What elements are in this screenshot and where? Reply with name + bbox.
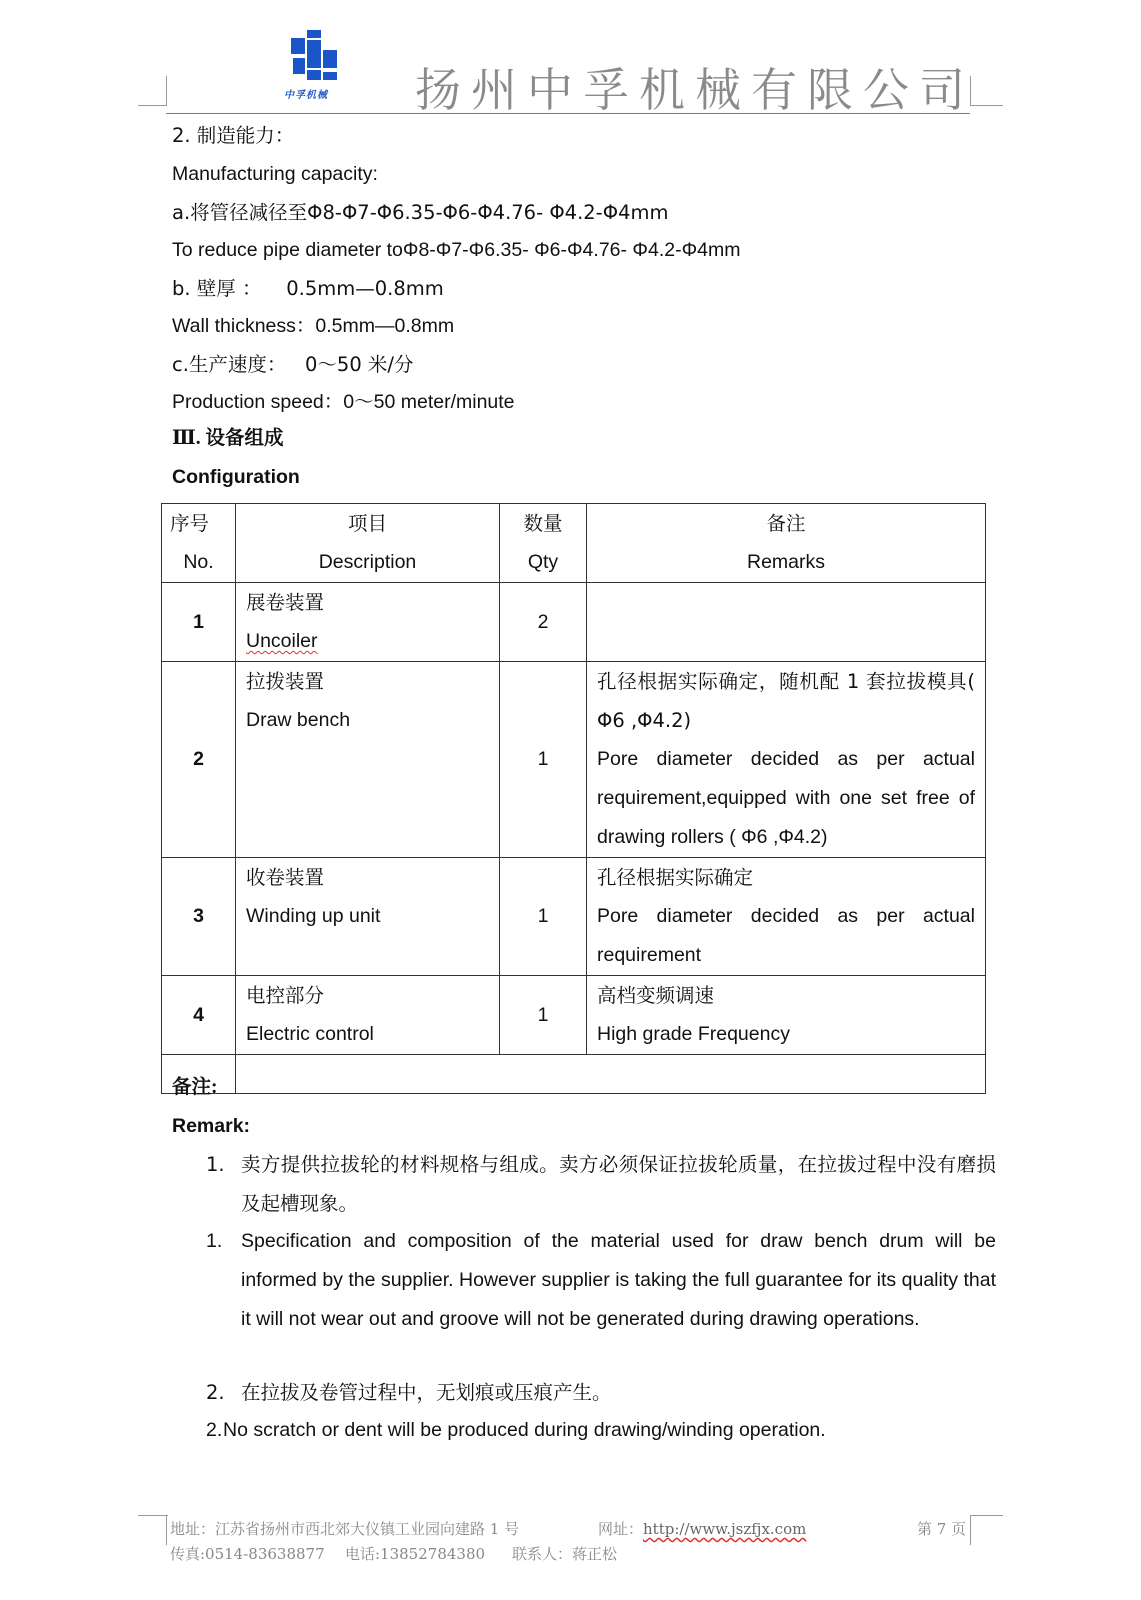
capacity-a-cn: a.将管径减径至Φ8-Φ7-Φ6.35-Φ6-Φ4.76- Φ4.2-Φ4mm — [172, 201, 669, 224]
footer-website-label: 网址： — [598, 1520, 644, 1538]
header-no-en: No. — [183, 551, 214, 573]
table-row — [162, 858, 986, 976]
logo-caption: 中孚机械 — [284, 90, 328, 101]
capacity-c-en: Production speed：0～50 meter/minute — [172, 391, 515, 413]
row-desc-cn: 收卷装置 — [246, 866, 325, 889]
header-remarks — [587, 504, 986, 583]
row-desc-en: Electric control — [246, 1023, 374, 1045]
remarks-heading-cn: 备注: — [172, 1077, 218, 1098]
footer-crop-right-h — [970, 1515, 1003, 1516]
row-desc-en: Uncoiler — [246, 630, 318, 652]
row-desc — [236, 583, 500, 662]
row-desc — [236, 858, 500, 976]
header-no — [162, 504, 236, 583]
remark-text: 卖方提供拉拔轮的材料规格与组成。卖方必须保证拉拔轮质量，在拉拔过程中没有磨损及起槽现象。 — [241, 1153, 996, 1215]
row-remark — [587, 583, 986, 662]
row-no: 2 — [162, 662, 236, 858]
row-no: 1 — [162, 583, 236, 662]
row-remark-cn: 孔径根据实际确定 — [597, 866, 754, 889]
row-no: 3 — [162, 858, 236, 976]
table-row — [162, 976, 986, 1055]
row-qty: 2 — [500, 583, 587, 662]
row-desc-cn: 拉拨装置 — [246, 670, 325, 693]
capacity-b-en: Wall thickness：0.5mm—0.8mm — [172, 315, 455, 337]
capacity-c-cn: c.生产速度： 0～50 米/分 — [172, 353, 414, 376]
row-remark-en: Pore diameter decided as per actual requirement — [597, 905, 975, 966]
row-no: 4 — [162, 976, 236, 1055]
remark-number: 1. — [206, 1230, 223, 1252]
row-remark — [587, 662, 986, 858]
remark-number: 2. — [206, 1419, 223, 1441]
row-remark-cn: 孔径根据实际确定，随机配 1 套拉拔模具( Φ6 ,Φ4.2) — [597, 670, 975, 732]
row-desc — [236, 976, 500, 1055]
remark-number: 2. — [206, 1381, 225, 1404]
remark-item — [206, 1411, 996, 1450]
table-row — [162, 662, 986, 858]
remarks-heading-en: Remark: — [172, 1115, 251, 1137]
header-desc-en: Description — [318, 551, 417, 573]
section2-heading-cn: 2. 制造能力： — [172, 124, 295, 147]
footer-crop-left-h — [138, 1515, 168, 1516]
remark-item — [206, 1145, 996, 1223]
table-header-row — [162, 504, 986, 583]
header-qty-en: Qty — [527, 551, 559, 573]
footer-website-link[interactable]: http://www.jszfjx.com — [643, 1520, 807, 1538]
header-qty-cn: 数量 — [523, 512, 563, 535]
crop-mark-left — [166, 76, 167, 106]
header-remarks-cn: 备注 — [766, 512, 806, 535]
configuration-table — [161, 503, 986, 1094]
remark-text: No scratch or dent will be produced during drawing/winding operation. — [223, 1419, 826, 1441]
section3-heading-cn: Ⅲ. 设备组成 — [172, 428, 284, 449]
company-name: 扬州中孚机械有限公司 — [415, 63, 975, 117]
row-remark-en: High grade Frequency — [597, 1023, 790, 1045]
header-desc — [236, 504, 500, 583]
row-desc-en: Winding up unit — [246, 905, 381, 927]
row-qty: 1 — [500, 662, 587, 858]
table-row — [162, 583, 986, 662]
capacity-a-en: To reduce pipe diameter toΦ8-Φ7-Φ6.35- Φ6-Φ4.76- Φ4.2-Φ4mm — [172, 239, 741, 261]
row-desc-en: Draw bench — [246, 709, 351, 731]
footer-fax: 传真:0514-83638877 — [170, 1545, 325, 1563]
header-no-cn: 序号 — [170, 512, 210, 535]
crop-mark-left-h — [138, 105, 167, 106]
row-qty: 1 — [500, 858, 587, 976]
footer-page-number: 第 7 页 — [917, 1520, 967, 1538]
footer-crop-right — [970, 1515, 971, 1545]
row-remark-en: Pore diameter decided as per actual requirement,equipped with one set free of drawing rollers ( Φ6 ,Φ4.2) — [597, 748, 975, 848]
empty-cell — [236, 1055, 986, 1094]
row-desc — [236, 662, 500, 858]
row-desc-cn: 展卷装置 — [246, 591, 325, 614]
footer-phone: 电话:13852784380 — [345, 1545, 486, 1563]
row-remark — [587, 858, 986, 976]
capacity-b-cn: b. 壁厚 ： 0.5mm—0.8mm — [172, 277, 444, 300]
footer-address: 地址：江苏省扬州市西北郊大仪镇工业园向建路 1 号 — [170, 1520, 520, 1538]
section2-heading-en: Manufacturing capacity: — [172, 163, 378, 185]
remark-number: 1. — [206, 1153, 225, 1176]
row-remark — [587, 976, 986, 1055]
section3-heading-en: Configuration — [172, 466, 300, 488]
row-remark-cn: 高档变频调速 — [597, 984, 715, 1007]
header-desc-cn: 项目 — [347, 512, 387, 535]
footer-crop-left — [166, 1515, 167, 1545]
row-desc-cn: 电控部分 — [246, 984, 325, 1007]
footer-contact: 联系人：蒋正松 — [512, 1545, 618, 1563]
remark-item — [206, 1222, 996, 1339]
remark-text: Specification and composition of the material used for draw bench drum will be informed by the supplier. However supplier is taking the full guarantee for its quality that it will not wear out and groove will not be generated during drawing operations. — [241, 1230, 996, 1330]
remark-item — [206, 1373, 996, 1412]
header-qty — [500, 504, 587, 583]
footer-website — [598, 1518, 806, 1539]
header-remarks-en: Remarks — [746, 551, 825, 573]
table-empty-row — [162, 1055, 986, 1094]
remark-text: 在拉拔及卷管过程中，无划痕或压痕产生。 — [241, 1381, 612, 1404]
row-qty: 1 — [500, 976, 587, 1055]
